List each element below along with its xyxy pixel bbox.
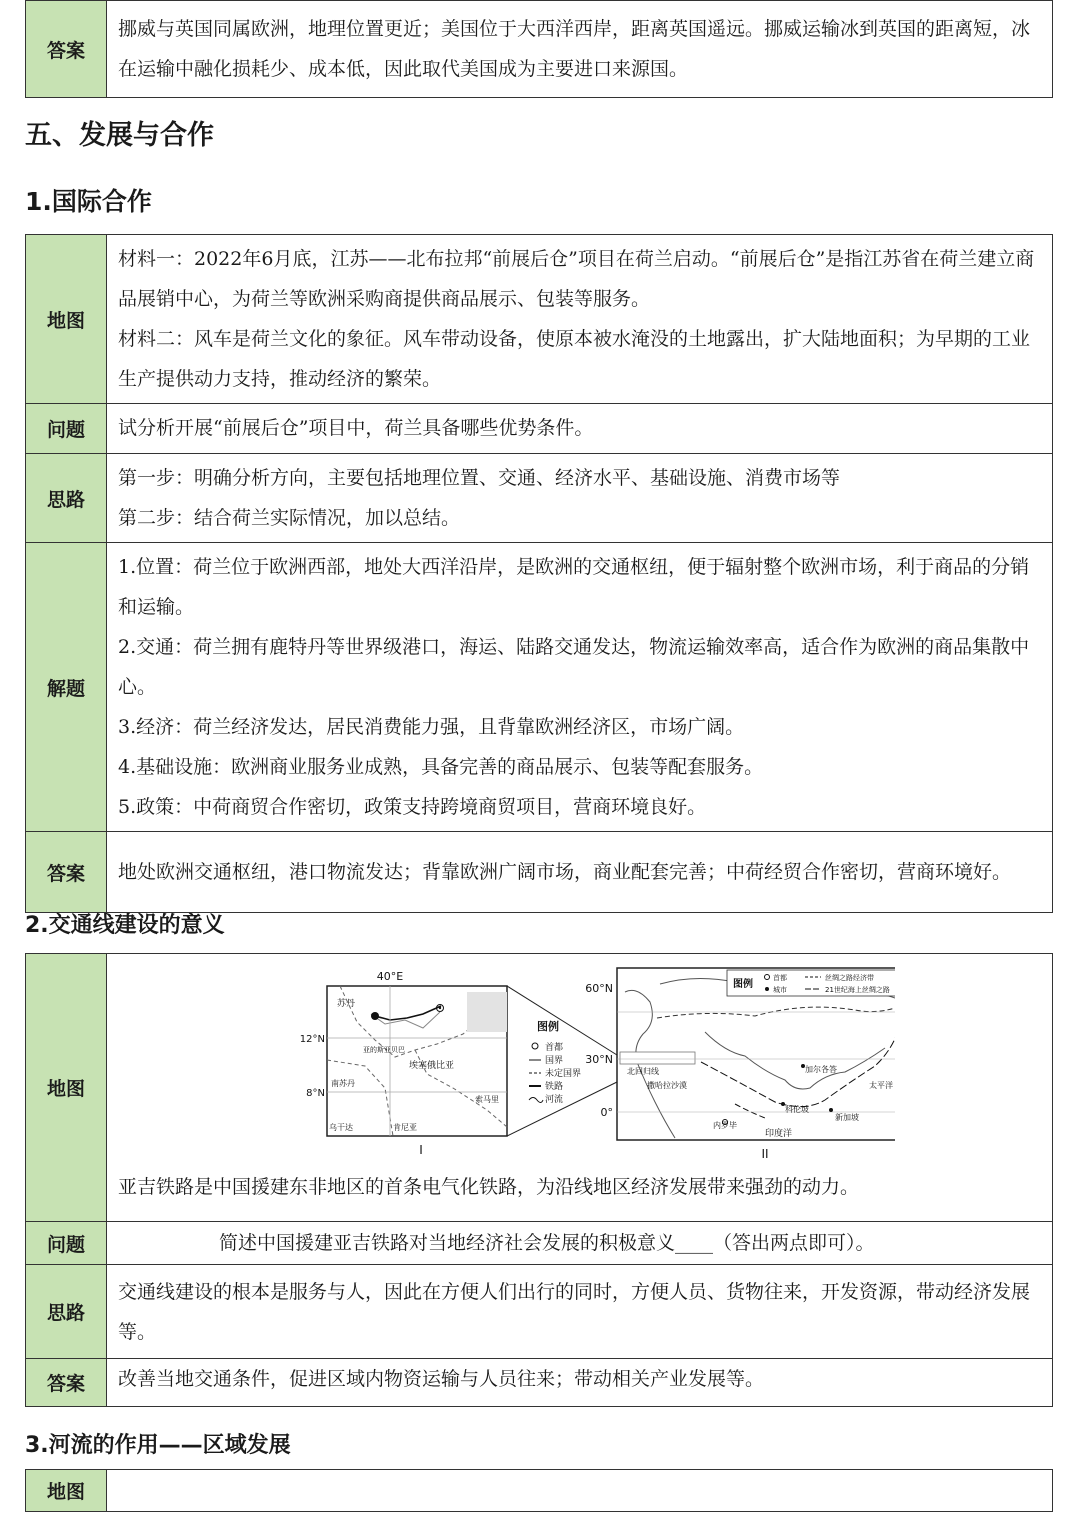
nairobi-label: 内罗毕 (713, 1121, 737, 1130)
tropic-label: 北回归线 (627, 1067, 659, 1076)
map-cell (107, 1470, 1053, 1512)
ethiopia-label: 埃塞俄比亚 (409, 1061, 455, 1071)
subsection-3-title: 3.河流的作用——区域发展 (25, 1433, 291, 1458)
lat-8n-label: 8°N (306, 1088, 325, 1099)
map-panel-2 (585, 968, 895, 1161)
top-answer-table (25, 0, 1053, 98)
map-label: 地图 (26, 1470, 107, 1512)
map-legend-1 (529, 1019, 581, 1105)
somalia-label: 索马里 (475, 1095, 499, 1104)
thinking-step-2: 第二步：结合荷兰实际情况，加以总结。 (118, 507, 461, 529)
kenya-label: 肯尼亚 (393, 1123, 417, 1132)
colombo-label: 科伦坡 (785, 1105, 809, 1114)
materials (107, 235, 1053, 404)
legend-item: 河流 (545, 1095, 564, 1105)
legend2-item: 21世纪海上丝绸之路 (825, 986, 890, 994)
uganda-label: 乌干达 (329, 1123, 353, 1132)
solution-item: 3.经济：荷兰经济发达，居民消费能力强，且背靠欧洲经济区，市场广阔。 (118, 716, 745, 738)
solutions (107, 543, 1053, 832)
pacific-label: 太平洋 (869, 1081, 893, 1090)
solution-label: 解题 (26, 543, 107, 832)
lon-40e-label: 40°E (376, 970, 404, 983)
solution-item: 1.位置：荷兰位于欧洲西部，地处大西洋沿岸，是欧洲的交通枢纽，便于辐射整个欧洲市场，利于商品的分销和运输。 (118, 556, 1030, 618)
map-cell (107, 954, 1053, 1222)
lat-60n-label: 60°N (585, 982, 613, 995)
legend-title: 图例 (537, 1020, 559, 1033)
river-role-table (25, 1469, 1053, 1512)
question-label: 问题 (26, 404, 107, 454)
legend-item: 首都 (545, 1043, 564, 1053)
thinking-label: 思路 (26, 454, 107, 543)
answer-label: 答案 (26, 1, 107, 98)
kolkata-label: 加尔各答 (805, 1065, 837, 1074)
question-text: 简述中国援建亚吉铁路对当地经济社会发展的积极意义____（答出两点即可）。 (107, 1222, 1053, 1265)
lat-0-label: 0° (600, 1106, 613, 1119)
singapore-label: 新加坡 (835, 1113, 859, 1122)
section-title: 五、发展与合作 (25, 120, 214, 151)
question-text: 试分析开展“前展后仓”项目中，荷兰具备哪些优势条件。 (107, 404, 1053, 454)
legend-item: 未定国界 (545, 1069, 582, 1079)
legend-item: 国界 (545, 1056, 564, 1066)
indian-ocean-label: 印度洋 (765, 1129, 793, 1139)
map-label: 地图 (26, 235, 107, 404)
solution-item: 4.基础设施：欧洲商业服务业成熟，具备完善的商品展示、包装等配套服务。 (118, 756, 764, 778)
subsection-2-title: 2.交通线建设的意义 (25, 913, 225, 938)
thinking (107, 454, 1053, 543)
material-2: 材料二：风车是荷兰文化的象征。风车带动设备，使原本被水淹没的土地露出，扩大陆地面积；为早期的工业生产提供动力支持，推动经济的繁荣。 (118, 328, 1031, 390)
thinking-label: 思路 (26, 1265, 107, 1359)
subsection-1-title: 1.国际合作 (25, 187, 152, 216)
south-sudan-label: 南苏丹 (331, 1079, 355, 1088)
answer-label: 答案 (26, 1359, 107, 1407)
addis-ababa-label: 亚的斯亚贝巴 (363, 1046, 405, 1054)
panel-1-label: I (419, 1143, 423, 1157)
lat-30n-label: 30°N (585, 1053, 613, 1066)
legend2-item: 首都 (773, 974, 787, 982)
answer-text: 挪威与英国同属欧洲，地理位置更近；美国位于大西洋西岸，距离英国遥远。挪威运输冰到英国的距离短，冰在运输中融化损耗少、成本低，因此取代美国成为主要进口来源国。 (107, 1, 1053, 98)
legend-item: 铁路 (545, 1082, 564, 1092)
map-label: 地图 (26, 954, 107, 1222)
map-caption: 亚吉铁路是中国援建东非地区的首条电气化铁路，为沿线地区经济发展带来强劲的动力。 (118, 1176, 860, 1198)
lat-12n-label: 12°N (299, 1034, 325, 1045)
thinking-text: 交通线建设的根本是服务与人，因此在方便人们出行的同时，方便人员、货物往来，开发资源，带动经济发展等。 (107, 1265, 1053, 1359)
legend2-title: 图例 (733, 979, 753, 990)
material-1: 材料一：2022年6月底，江苏——北布拉邦“前展后仓”项目在荷兰启动。“前展后仓”是指江苏省在荷兰建立商品展销中心，为荷兰等欧洲采购商提供商品展示、包装等服务。 (118, 248, 1035, 310)
sudan-label: 苏丹 (337, 999, 356, 1009)
sahara-label: 撒哈拉沙漠 (647, 1081, 687, 1090)
answer-label: 答案 (26, 832, 107, 913)
map-panel-1 (300, 970, 507, 1157)
map-legend-2 (727, 970, 895, 996)
thinking-step-1: 第一步：明确分析方向，主要包括地理位置、交通、经济水平、基础设施、消费市场等 (118, 467, 841, 489)
legend2-item: 城市 (773, 986, 787, 994)
international-cooperation-table (25, 234, 1053, 913)
legend2-item: 丝绸之路经济带 (825, 974, 874, 982)
panel-2-label: II (761, 1147, 769, 1161)
railway-map-figure (265, 962, 895, 1162)
transport-line-table (25, 953, 1053, 1407)
solution-item: 2.交通：荷兰拥有鹿特丹等世界级港口，海运、陆路交通发达，物流运输效率高，适合作为欧洲的商品集散中心。 (118, 636, 1030, 698)
answer-text: 地处欧洲交通枢纽，港口物流发达；背靠欧洲广阔市场，商业配套完善；中荷经贸合作密切，营商环境好。 (107, 832, 1053, 913)
question-label: 问题 (26, 1222, 107, 1265)
answer-text: 改善当地交通条件，促进区域内物资运输与人员往来；带动相关产业发展等。 (107, 1359, 1053, 1407)
solution-item: 5.政策：中荷商贸合作密切，政策支持跨境商贸项目，营商环境良好。 (118, 796, 707, 818)
